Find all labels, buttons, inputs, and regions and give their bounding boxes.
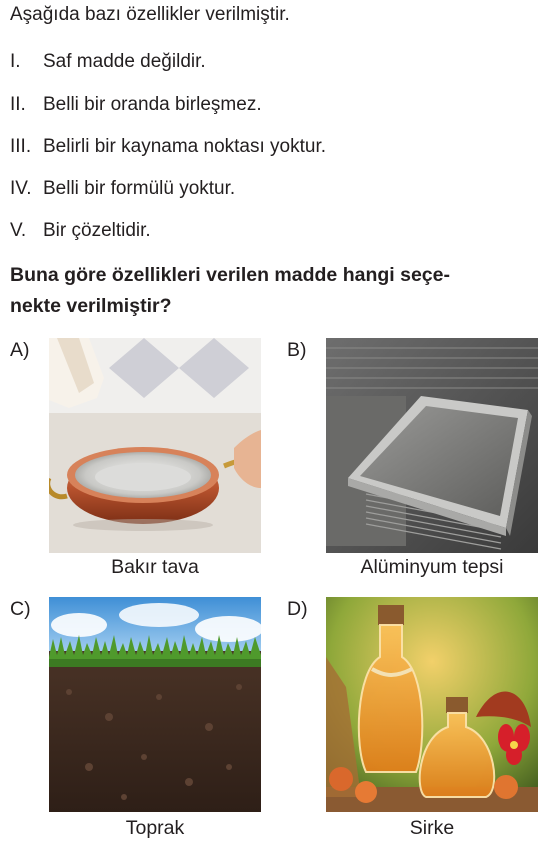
option-c-caption: Toprak bbox=[125, 817, 185, 839]
statement-text: Belli bir oranda birleşmez. bbox=[43, 94, 262, 115]
question-text bbox=[10, 260, 540, 322]
question-line-1: Buna göre özellikleri verilen madde hangi seçe- bbox=[10, 264, 450, 286]
statement-number: IV. bbox=[10, 178, 32, 199]
option-d-letter[interactable]: D) bbox=[287, 598, 308, 620]
statement-number: III. bbox=[10, 136, 32, 157]
statement-1 bbox=[10, 51, 206, 73]
statement-number: V. bbox=[10, 220, 27, 241]
statement-number: II. bbox=[10, 94, 26, 115]
option-a-letter[interactable]: A) bbox=[10, 339, 30, 361]
soil-photo[interactable] bbox=[49, 597, 261, 812]
statement-5 bbox=[10, 220, 151, 242]
intro-text: Aşağıda bazı özellikler verilmiştir. bbox=[10, 4, 290, 25]
option-b-caption: Alüminyum tepsi bbox=[360, 556, 504, 578]
option-d-caption: Sirke bbox=[409, 817, 455, 839]
statement-number: I. bbox=[10, 51, 21, 72]
statement-text: Belli bir formülü yoktur. bbox=[43, 178, 236, 199]
vinegar-bottles-photo[interactable] bbox=[326, 597, 538, 812]
statement-text: Belirli bir kaynama noktası yoktur. bbox=[43, 136, 327, 157]
copper-pan-photo[interactable] bbox=[49, 338, 261, 553]
statement-4 bbox=[10, 178, 235, 200]
option-b-letter[interactable]: B) bbox=[287, 339, 307, 361]
statement-2 bbox=[10, 94, 262, 116]
aluminum-tray-photo[interactable] bbox=[326, 338, 538, 553]
option-a-caption: Bakır tava bbox=[111, 556, 199, 578]
option-c-letter[interactable]: C) bbox=[10, 598, 31, 620]
statement-text: Bir çözeltidir. bbox=[43, 220, 151, 241]
question-line-2: nekte verilmiştir? bbox=[10, 295, 172, 317]
statement-3 bbox=[10, 136, 326, 158]
statement-text: Saf madde değildir. bbox=[43, 51, 206, 72]
